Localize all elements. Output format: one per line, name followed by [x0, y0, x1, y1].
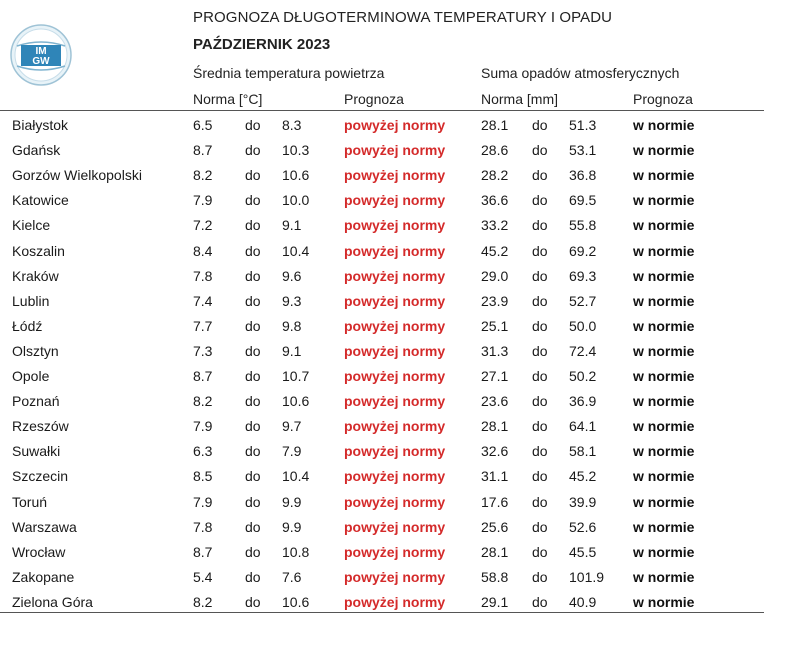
temperature-forecast: powyżej normy [344, 543, 446, 560]
precipitation-range-separator: do [532, 342, 548, 359]
temperature-range-separator: do [245, 192, 261, 209]
precipitation-norm-min: 28.1 [481, 117, 509, 133]
imgw-logo [10, 24, 72, 86]
table-row [0, 138, 764, 163]
precipitation-norm-min: 45.2 [481, 242, 509, 259]
precipitation-range-separator: do [532, 468, 548, 485]
precipitation-norm-min: 28.6 [481, 142, 509, 159]
table-row [0, 314, 764, 339]
temperature-norm-min: 8.7 [193, 142, 213, 159]
precipitation-forecast: w normie [633, 142, 695, 159]
temperature-range-separator: do [245, 543, 261, 560]
precipitation-forecast: w normie [633, 393, 695, 410]
temperature-range-separator: do [245, 418, 261, 435]
table-row [0, 289, 764, 314]
precipitation-norm-max: 69.5 [569, 192, 597, 209]
temperature-norm-min: 7.9 [193, 418, 213, 435]
temperature-forecast: powyżej normy [344, 493, 446, 510]
temperature-forecast: powyżej normy [344, 418, 446, 435]
precipitation-forecast: w normie [633, 468, 695, 485]
city-name: Katowice [12, 192, 69, 209]
precipitation-norm-max: 53.1 [569, 142, 597, 159]
table-row [0, 239, 764, 264]
precipitation-norm-min: 28.1 [481, 543, 509, 560]
temperature-norm-min: 7.9 [193, 493, 213, 510]
table-row [0, 364, 764, 389]
precipitation-range-separator: do [532, 443, 548, 460]
table-row [0, 414, 764, 439]
precipitation-range-separator: do [532, 368, 548, 384]
temperature-forecast: powyżej normy [344, 192, 446, 209]
table-row [0, 515, 764, 540]
temperature-norm-max: 9.3 [282, 292, 302, 309]
temperature-forecast: powyżej normy [344, 368, 446, 384]
precipitation-norm-min: 58.8 [481, 568, 509, 585]
temperature-forecast: powyżej normy [344, 342, 446, 359]
logo-text-bottom: GW [32, 56, 50, 67]
temperature-norm-min: 8.2 [193, 593, 213, 610]
precipitation-norm-min: 33.2 [481, 217, 509, 234]
city-name: Rzeszów [12, 418, 69, 435]
temperature-norm-min: 8.2 [193, 393, 213, 410]
precipitation-norm-max: 45.5 [569, 543, 597, 560]
precipitation-range-separator: do [532, 317, 548, 334]
city-name: Warszawa [12, 518, 77, 535]
precipitation-norm-min: 23.6 [481, 393, 509, 410]
table-row [0, 188, 764, 213]
precipitation-norm-min: 23.9 [481, 292, 509, 309]
temperature-forecast: powyżej normy [344, 468, 446, 485]
city-name: Toruń [12, 493, 48, 510]
precipitation-norm-max: 64.1 [569, 418, 597, 435]
precipitation-forecast: w normie [633, 368, 695, 384]
table-row [0, 339, 764, 364]
precipitation-range-separator: do [532, 418, 548, 435]
city-name: Łódź [12, 317, 43, 334]
temperature-norm-min: 8.4 [193, 242, 213, 259]
precipitation-forecast: w normie [633, 242, 695, 259]
precipitation-range-separator: do [532, 518, 548, 535]
table-row [0, 389, 764, 414]
precipitation-norm-max: 52.6 [569, 518, 597, 535]
precipitation-range-separator: do [532, 292, 548, 309]
temperature-forecast: powyżej normy [344, 518, 446, 535]
city-name: Kielce [12, 217, 51, 234]
precipitation-norm-max: 52.7 [569, 292, 597, 309]
temperature-norm-min: 7.9 [193, 192, 213, 209]
temperature-range-separator: do [245, 568, 261, 585]
precipitation-range-separator: do [532, 493, 548, 510]
temperature-norm-max: 9.1 [282, 217, 302, 234]
temperature-forecast: powyżej normy [344, 217, 446, 234]
temperature-forecast: powyżej normy [344, 568, 446, 585]
temperature-range-separator: do [245, 267, 261, 284]
temperature-norm-max: 8.3 [282, 117, 302, 133]
precipitation-norm-min: 36.6 [481, 192, 509, 209]
temperature-range-separator: do [245, 217, 261, 234]
city-name: Kraków [12, 267, 59, 284]
precipitation-norm-max: 40.9 [569, 593, 597, 610]
precipitation-range-separator: do [532, 242, 548, 259]
temperature-range-separator: do [245, 493, 261, 510]
temperature-norm-max: 9.1 [282, 342, 302, 359]
city-name: Lublin [12, 292, 50, 309]
precipitation-norm-max: 55.8 [569, 217, 597, 234]
table-row [0, 490, 764, 515]
precipitation-range-separator: do [532, 568, 548, 585]
precipitation-forecast: w normie [633, 117, 695, 133]
precipitation-norm-min: 25.6 [481, 518, 509, 535]
precipitation-norm-max: 69.2 [569, 242, 597, 259]
precipitation-forecast: w normie [633, 292, 695, 309]
precipitation-norm-max: 58.1 [569, 443, 597, 460]
temperature-range-separator: do [245, 443, 261, 460]
city-name: Szczecin [12, 468, 69, 485]
precipitation-range-separator: do [532, 543, 548, 560]
temperature-forecast: powyżej normy [344, 142, 446, 159]
temperature-range-separator: do [245, 518, 261, 535]
precipitation-forecast: w normie [633, 443, 695, 460]
table-row [0, 540, 764, 565]
temperature-range-separator: do [245, 593, 261, 610]
temperature-norm-max: 10.7 [282, 368, 310, 384]
temperature-forecast: powyżej normy [344, 292, 446, 309]
temperature-norm-min: 8.2 [193, 167, 213, 184]
city-name: Opole [12, 368, 50, 384]
precipitation-forecast: w normie [633, 593, 695, 610]
city-name: Gorzów Wielkopolski [12, 167, 142, 184]
temperature-norm-max: 10.8 [282, 543, 310, 560]
temperature-norm-min: 8.7 [193, 543, 213, 560]
temperature-norm-max: 10.6 [282, 593, 310, 610]
precipitation-norm-min: 31.3 [481, 342, 509, 359]
precipitation-forecast: w normie [633, 167, 695, 184]
precipitation-forecast: w normie [633, 418, 695, 435]
temperature-group-header: Średnia temperatura powietrza [193, 65, 385, 81]
temperature-norm-max: 10.6 [282, 167, 310, 184]
temperature-range-separator: do [245, 142, 261, 159]
temperature-forecast: powyżej normy [344, 242, 446, 259]
precipitation-norm-max: 36.9 [569, 393, 597, 410]
temperature-norm-min: 5.4 [193, 568, 213, 585]
precipitation-range-separator: do [532, 267, 548, 284]
temperature-range-separator: do [245, 317, 261, 334]
temperature-norm-max: 10.4 [282, 468, 310, 485]
logo-text-top: IM [35, 46, 47, 57]
precipitation-norm-min: 25.1 [481, 317, 509, 334]
temperature-forecast-header: Prognoza [344, 91, 404, 107]
temperature-range-separator: do [245, 393, 261, 410]
precipitation-norm-max: 50.2 [569, 368, 597, 384]
temperature-norm-max: 9.9 [282, 518, 302, 535]
temperature-norm-min: 8.5 [193, 468, 213, 485]
table-row [0, 565, 764, 590]
precipitation-group-header: Suma opadów atmosferycznych [481, 65, 680, 81]
precipitation-norm-max: 39.9 [569, 493, 597, 510]
precipitation-norm-min: 27.1 [481, 368, 509, 384]
precipitation-range-separator: do [532, 593, 548, 610]
city-name: Zielona Góra [12, 593, 93, 610]
city-name: Gdańsk [12, 142, 61, 159]
precipitation-range-separator: do [532, 142, 548, 159]
city-name: Olsztyn [12, 342, 59, 359]
precipitation-forecast: w normie [633, 267, 695, 284]
temperature-range-separator: do [245, 368, 261, 384]
table-row [0, 113, 764, 138]
temperature-norm-max: 9.6 [282, 267, 302, 284]
temperature-norm-max: 7.9 [282, 443, 302, 460]
temperature-forecast: powyżej normy [344, 317, 446, 334]
precipitation-range-separator: do [532, 393, 548, 410]
precipitation-range-separator: do [532, 192, 548, 209]
precipitation-norm-min: 29.0 [481, 267, 509, 284]
precipitation-norm-min: 31.1 [481, 468, 509, 485]
temperature-norm-min: 8.7 [193, 368, 213, 384]
footer-divider [0, 612, 764, 613]
city-name: Suwałki [12, 443, 61, 460]
city-name: Zakopane [12, 568, 75, 585]
temperature-norm-min: 7.8 [193, 518, 213, 535]
temperature-norm-max: 10.3 [282, 142, 310, 159]
table-row [0, 464, 764, 489]
precipitation-forecast: w normie [633, 192, 695, 209]
temperature-norm-max: 10.0 [282, 192, 310, 209]
precipitation-norm-header: Norma [mm] [481, 91, 558, 107]
precipitation-norm-min: 32.6 [481, 443, 509, 460]
precipitation-norm-min: 28.1 [481, 418, 509, 435]
precipitation-range-separator: do [532, 117, 548, 133]
temperature-forecast: powyżej normy [344, 267, 446, 284]
precipitation-forecast: w normie [633, 317, 695, 334]
temperature-forecast: powyżej normy [344, 117, 446, 133]
temperature-forecast: powyżej normy [344, 393, 446, 410]
precipitation-forecast: w normie [633, 518, 695, 535]
temperature-norm-max: 10.6 [282, 393, 310, 410]
temperature-norm-min: 7.2 [193, 217, 213, 234]
temperature-range-separator: do [245, 342, 261, 359]
temperature-forecast: powyżej normy [344, 443, 446, 460]
precipitation-forecast: w normie [633, 543, 695, 560]
temperature-norm-max: 10.4 [282, 242, 310, 259]
table-row [0, 213, 764, 238]
temperature-norm-max: 9.7 [282, 418, 302, 435]
precipitation-norm-min: 17.6 [481, 493, 509, 510]
document-title: PROGNOZA DŁUGOTERMINOWA TEMPERATURY I OPADU [193, 9, 613, 26]
precipitation-norm-min: 28.2 [481, 167, 509, 184]
temperature-range-separator: do [245, 292, 261, 309]
temperature-norm-min: 6.5 [193, 117, 213, 133]
precipitation-range-separator: do [532, 217, 548, 234]
temperature-norm-min: 7.8 [193, 267, 213, 284]
precipitation-norm-max: 101.9 [569, 568, 605, 585]
temperature-range-separator: do [245, 167, 261, 184]
precipitation-forecast: w normie [633, 342, 695, 359]
precipitation-norm-max: 36.8 [569, 167, 597, 184]
temperature-norm-max: 9.9 [282, 493, 302, 510]
temperature-norm-max: 9.8 [282, 317, 302, 334]
precipitation-norm-max: 50.0 [569, 317, 597, 334]
temperature-norm-min: 7.4 [193, 292, 213, 309]
city-name: Wrocław [12, 543, 66, 560]
temperature-forecast: powyżej normy [344, 167, 446, 184]
table-row [0, 264, 764, 289]
precipitation-norm-max: 72.4 [569, 342, 597, 359]
city-name: Koszalin [12, 242, 65, 259]
precipitation-norm-max: 69.3 [569, 267, 597, 284]
precipitation-forecast-header: Prognoza [633, 91, 693, 107]
precipitation-forecast: w normie [633, 568, 695, 585]
precipitation-range-separator: do [532, 167, 548, 184]
temperature-range-separator: do [245, 242, 261, 259]
temperature-norm-min: 7.7 [193, 317, 213, 334]
header-divider [0, 110, 764, 111]
temperature-range-separator: do [245, 468, 261, 485]
temperature-norm-min: 7.3 [193, 342, 213, 359]
precipitation-norm-max: 45.2 [569, 468, 597, 485]
city-name: Poznań [12, 393, 60, 410]
temperature-forecast: powyżej normy [344, 593, 446, 610]
temperature-norm-header: Norma [°C] [193, 91, 263, 107]
precipitation-forecast: w normie [633, 217, 695, 234]
temperature-range-separator: do [245, 117, 261, 133]
temperature-norm-min: 6.3 [193, 443, 213, 460]
city-name: Białystok [12, 117, 69, 133]
document-subtitle: PAŹDZIERNIK 2023 [193, 36, 331, 53]
table-row [0, 163, 764, 188]
precipitation-forecast: w normie [633, 493, 695, 510]
temperature-norm-max: 7.6 [282, 568, 302, 585]
table-row [0, 439, 764, 464]
precipitation-norm-min: 29.1 [481, 593, 509, 610]
precipitation-norm-max: 51.3 [569, 117, 597, 133]
